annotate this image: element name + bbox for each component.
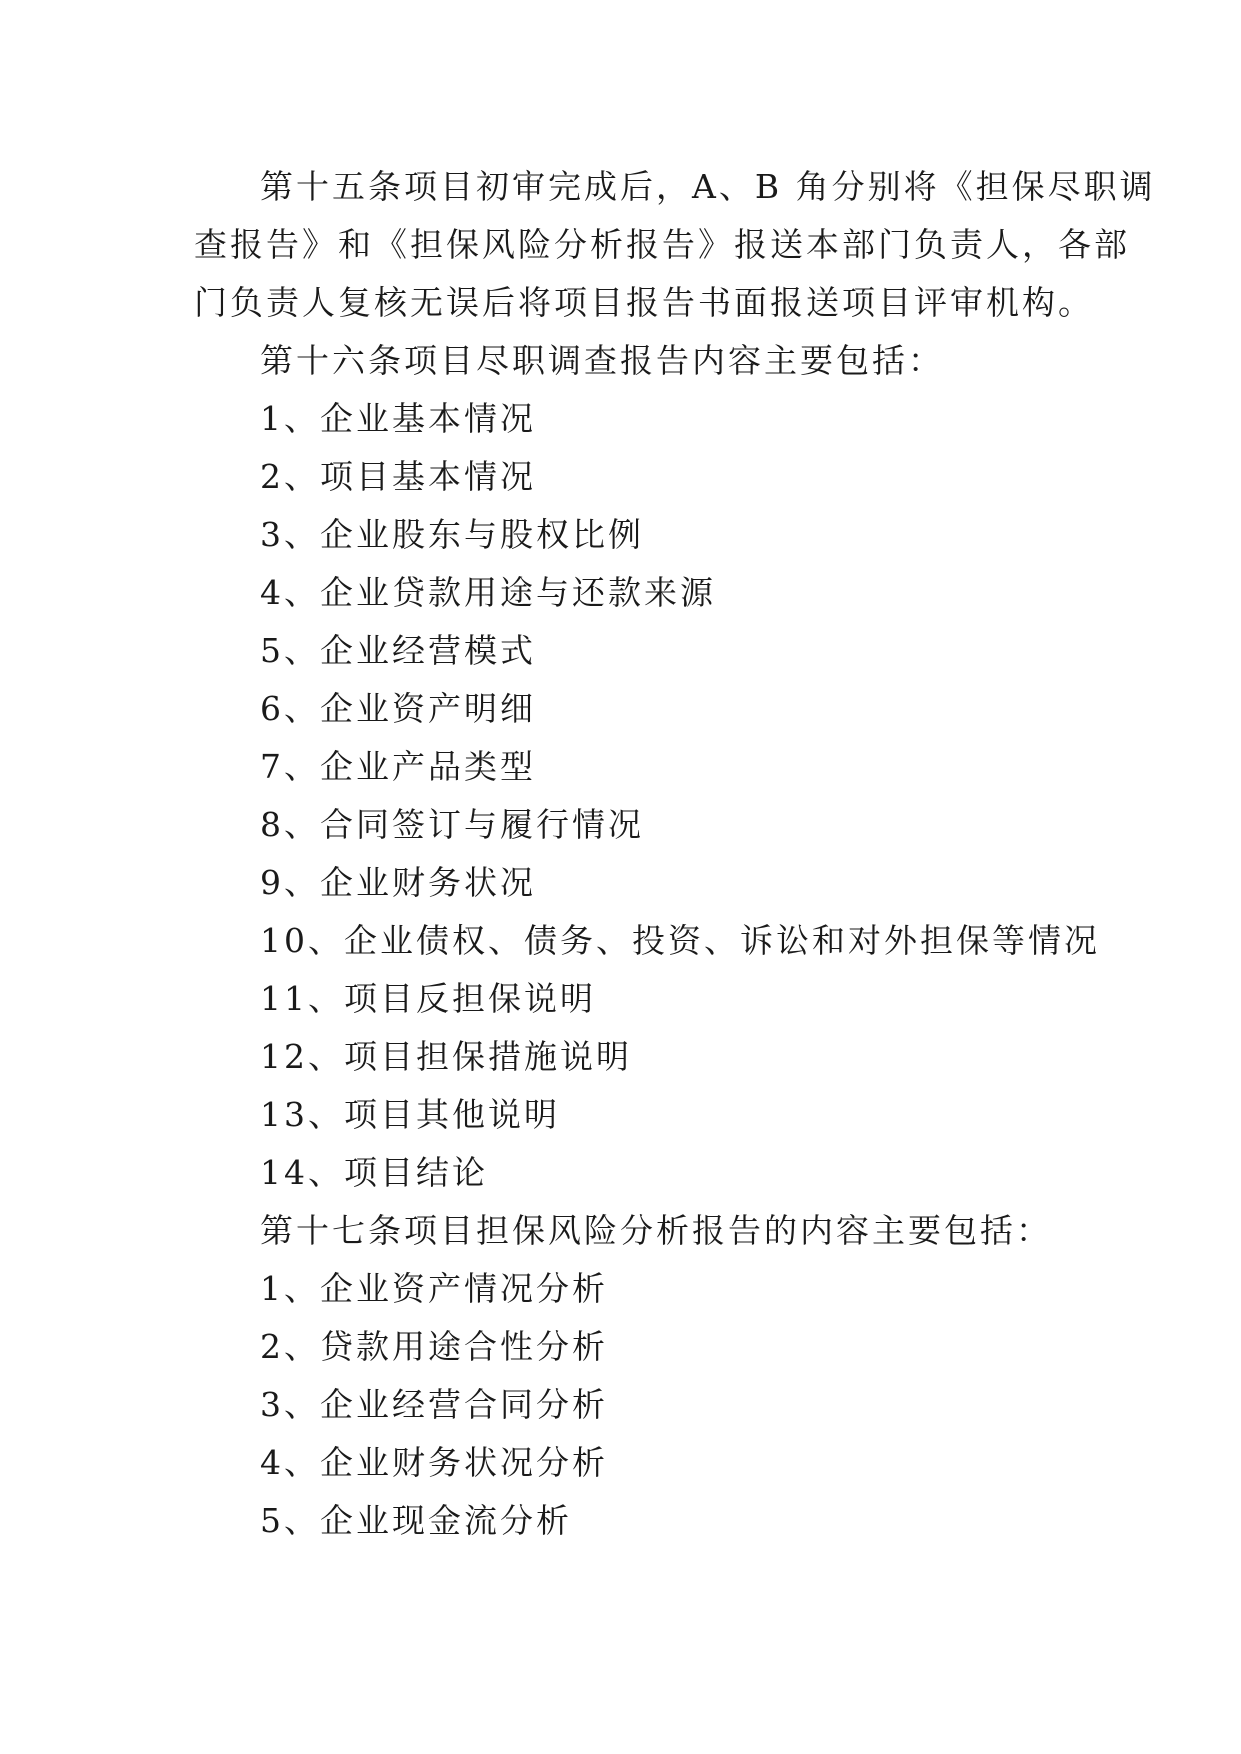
article-16-item-14: 14、项目结论 (260, 1153, 488, 1192)
article-17-item-3: 3、企业经营合同分析 (260, 1385, 608, 1424)
article-16-item-3: 3、企业股东与股权比例 (260, 515, 644, 554)
article-15-line-3: 门负责人复核无误后将项目报告书面报送项目评审机构。 (194, 283, 1094, 322)
article-16-item-4: 4、企业贷款用途与还款来源 (260, 573, 716, 612)
article-15-line-2: 查报告》和《担保风险分析报告》报送本部门负责人，各部 (194, 225, 1130, 264)
article-16-item-10: 10、企业债权、债务、投资、诉讼和对外担保等情况 (260, 921, 1100, 960)
article-17-item-2: 2、贷款用途合性分析 (260, 1327, 608, 1366)
article-17-heading: 第十七条项目担保风险分析报告的内容主要包括： (260, 1211, 1052, 1250)
article-16-item-8: 8、合同签订与履行情况 (260, 805, 644, 844)
article-16-item-7: 7、企业产品类型 (260, 747, 536, 786)
article-17-item-1: 1、企业资产情况分析 (260, 1269, 608, 1308)
article-16-heading: 第十六条项目尽职调查报告内容主要包括： (260, 341, 944, 380)
article-17-item-5: 5、企业现金流分析 (260, 1501, 572, 1540)
article-17-section (194, 1202, 1054, 1550)
article-15-line-1: 第十五条项目初审完成后，A、B 角分别将《担保尽职调 (260, 167, 1156, 206)
article-16-item-13: 13、项目其他说明 (260, 1095, 560, 1134)
article-17-item-4: 4、企业财务状况分析 (260, 1443, 608, 1482)
article-16-item-12: 12、项目担保措施说明 (260, 1037, 632, 1076)
article-16-item-5: 5、企业经营模式 (260, 631, 536, 670)
article-16-item-9: 9、企业财务状况 (260, 863, 536, 902)
article-16-item-1: 1、企业基本情况 (260, 399, 536, 438)
article-16-item-6: 6、企业资产明细 (260, 689, 536, 728)
article-16-item-11: 11、项目反担保说明 (260, 979, 596, 1018)
article-15-paragraph (194, 158, 1156, 332)
article-16-section (194, 332, 1100, 1202)
article-16-item-2: 2、项目基本情况 (260, 457, 536, 496)
